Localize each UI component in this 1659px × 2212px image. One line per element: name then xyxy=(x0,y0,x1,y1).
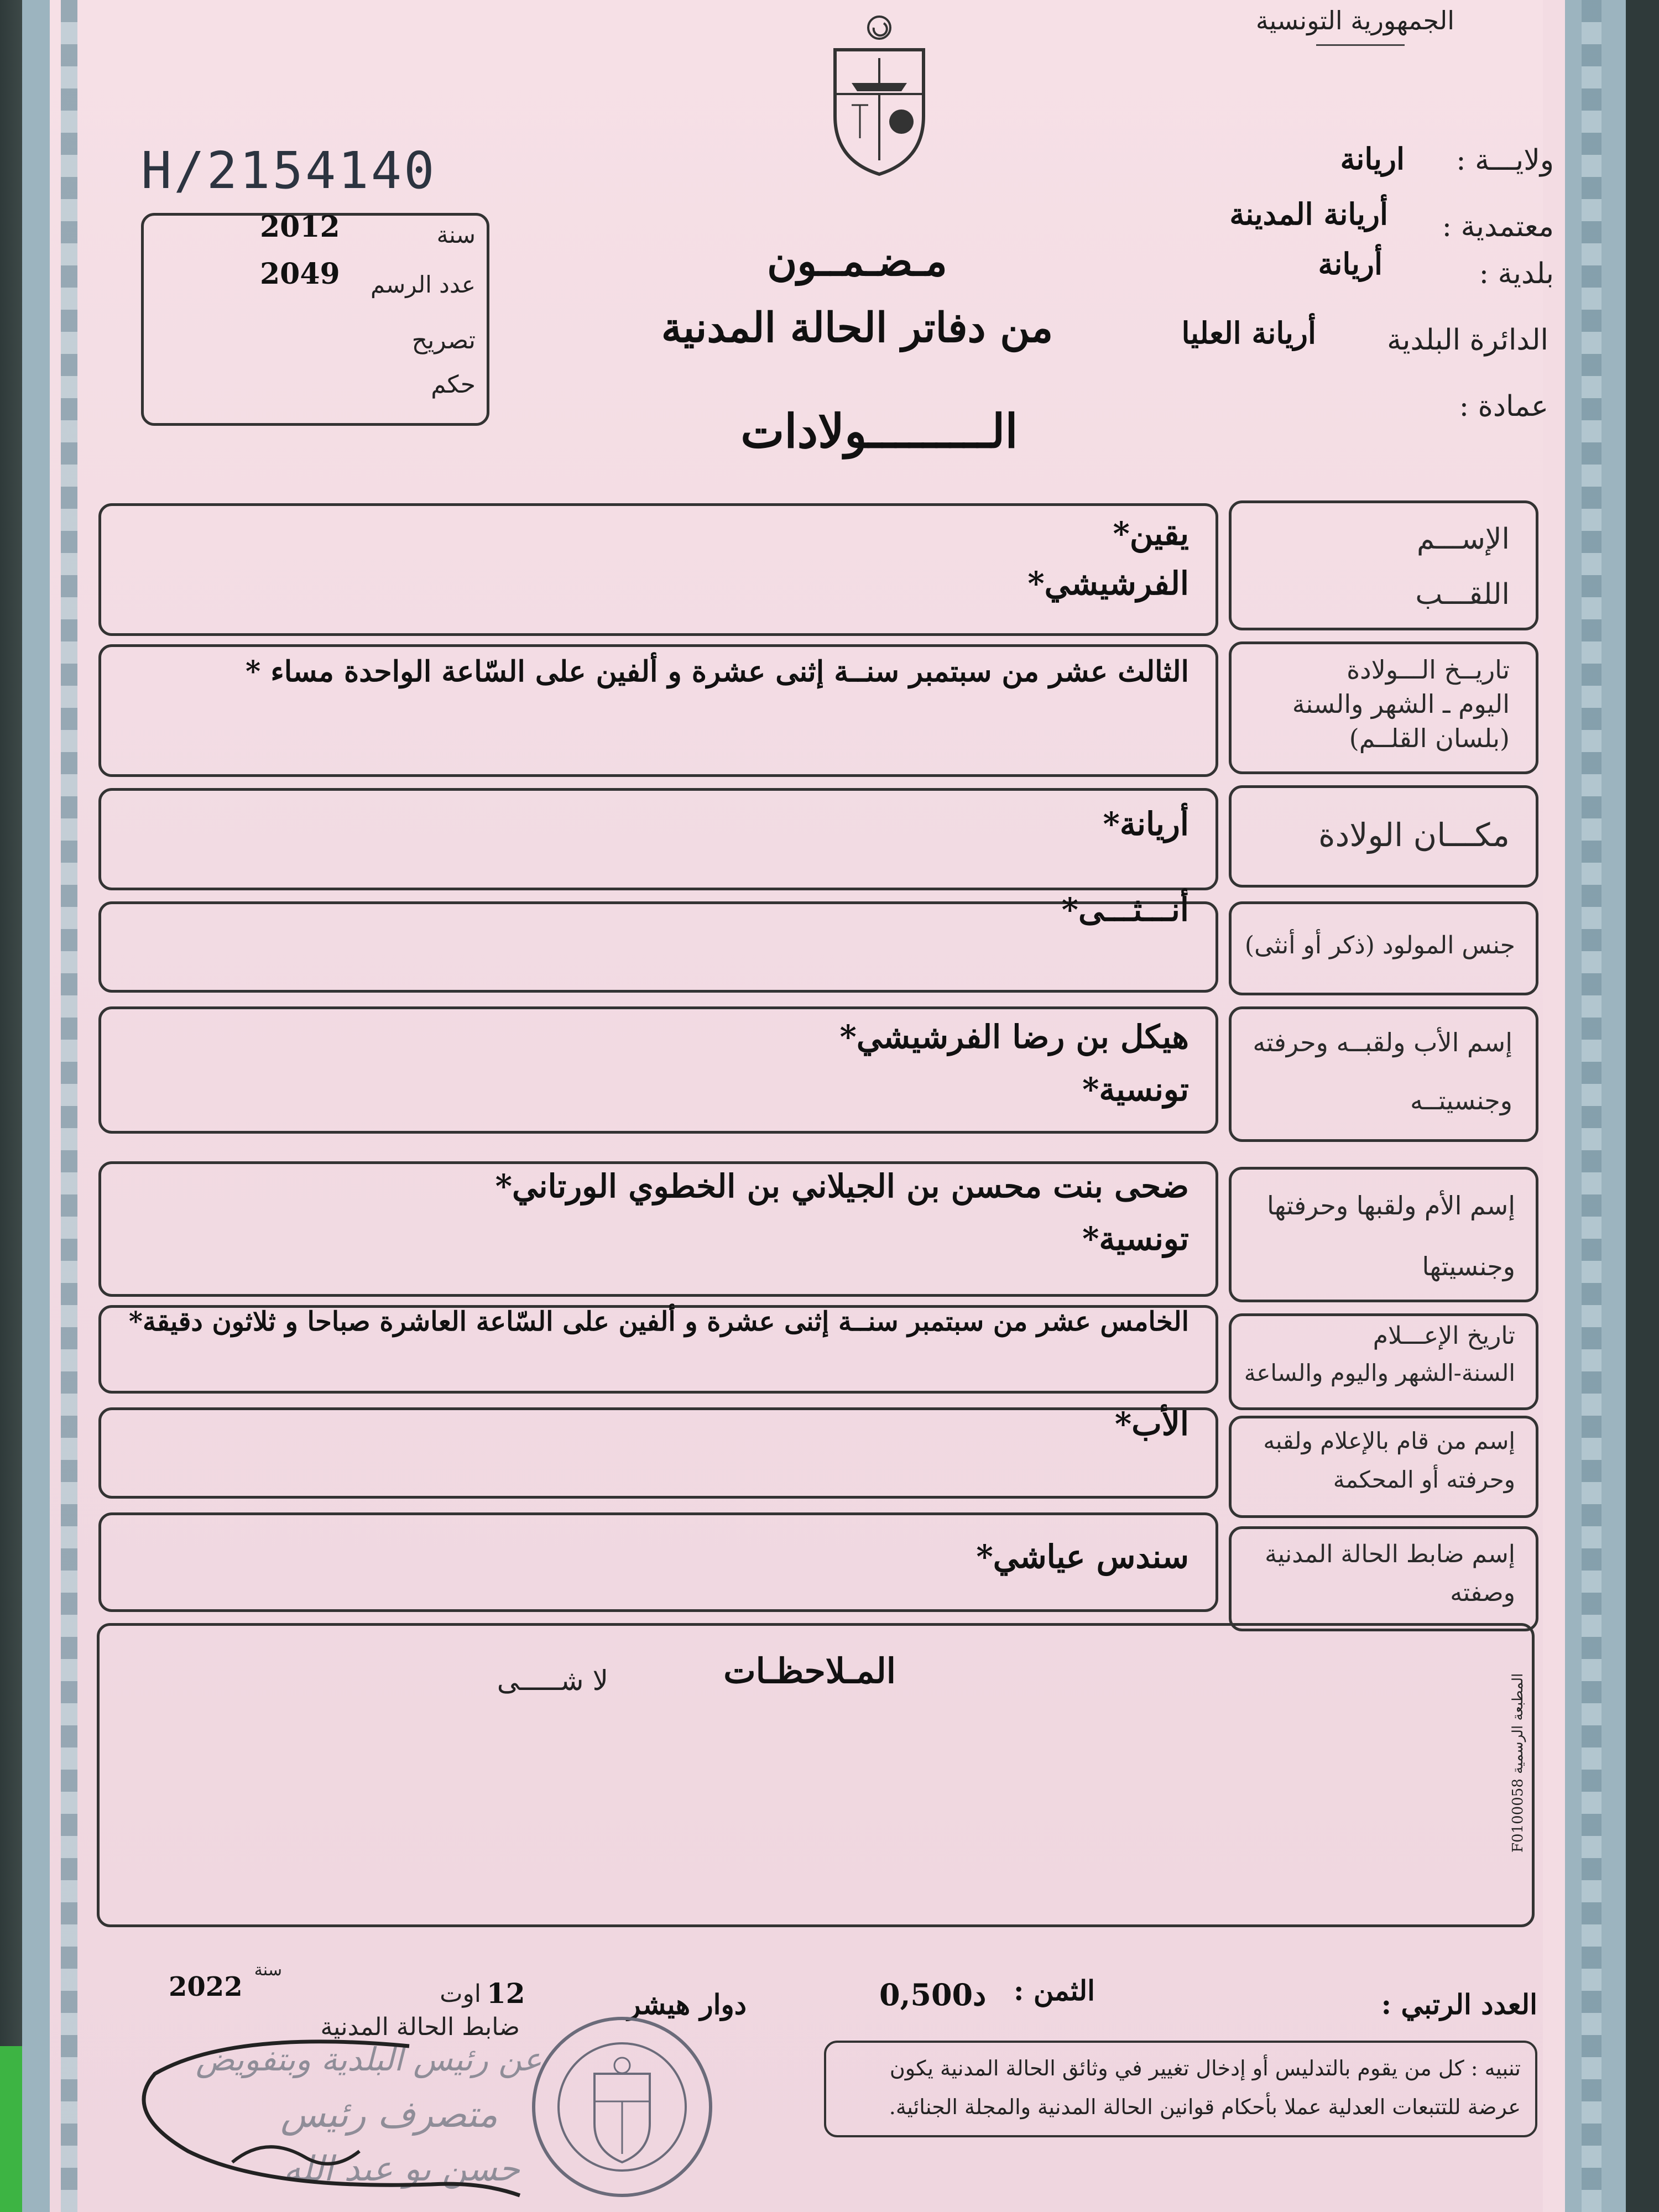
delegation-label: معتمدية : xyxy=(1442,210,1554,243)
value-declaration-date: الخامس عشر من سبتمبر سنــة إثنى عشرة و ألفين على السّاعة العاشرة صباحا و ثلاثون دقيقة* xyxy=(128,1306,1189,1337)
district-label: الدائرة البلدية xyxy=(1387,324,1548,357)
municipality-label: بلدية : xyxy=(1479,257,1554,290)
record-declaration-label: تصريح xyxy=(411,326,476,354)
municipality-value: أريانة xyxy=(1318,246,1383,281)
record-judgment-label: حكم xyxy=(431,371,476,399)
label-first-name: الإســـم xyxy=(1417,523,1510,556)
signature-line1: عن رئيس البلدية وبتفويض xyxy=(196,2041,542,2078)
wilaya-value: اريانة xyxy=(1340,141,1405,176)
label-birth-place: مكـــان الولادة xyxy=(1318,816,1510,854)
footer-officer-title: ضابط الحالة المدنية xyxy=(320,2013,520,2041)
label-officer: إسم ضابط الحالة المدنية xyxy=(1265,1540,1515,1568)
section-title: الـــــــــولادات xyxy=(740,404,1018,458)
notes-value: لا شـــــى xyxy=(497,1665,608,1697)
value-mother: ضحى بنت محسن بن الجيلاني بن الخطوي الورتاني* xyxy=(495,1167,1189,1205)
value-father: هيكل بن رضا الفرشيشي* xyxy=(839,1018,1189,1056)
printer-code: المطبعة الرسمية F0100058 xyxy=(1510,1673,1526,1853)
wilaya-label: ولايـــة : xyxy=(1456,144,1554,177)
left-guilloche-border xyxy=(61,0,77,2212)
delegation-value: أريانة المدينة xyxy=(1229,196,1388,232)
value-birth-place: أريانة* xyxy=(1103,805,1189,843)
value-surname: الفرشيشي* xyxy=(1027,565,1189,602)
label-officer-title: وصفته xyxy=(1450,1579,1515,1607)
title-line2: من دفاتر الحالة المدنية xyxy=(661,304,1053,352)
record-number-label: عدد الرسم xyxy=(371,271,476,298)
footer-price-label: الثمن : xyxy=(1013,1974,1095,2007)
signature-line2: متصرف رئيس xyxy=(280,2093,498,2136)
label-mother-nationality: وجنسيتها xyxy=(1422,1251,1515,1281)
title-line1: مـضـمــون xyxy=(767,238,947,285)
label-declaration-date: تاريخ الإعـــلام xyxy=(1373,1322,1515,1350)
republic-underline xyxy=(1316,44,1405,46)
label-birth-date-detail: اليوم ـ الشهر والسنة xyxy=(1292,689,1510,719)
value-birth-date: الثالث عشر من سبتمبر سنــة إثنى عشرة و ألفين على السّاعة الواحدة مساء * xyxy=(246,655,1189,688)
label-declaration-date-detail: السنة-الشهر واليوم والساعة xyxy=(1244,1359,1515,1386)
label-birth-date-note: (بلسان القلــم) xyxy=(1349,723,1510,753)
label-father: إسم الأب ولقبــه وحرفته xyxy=(1253,1027,1512,1057)
notes-label: المـلاحظـات xyxy=(723,1651,896,1691)
footer-serial-label: العدد الرتبي : xyxy=(1381,1988,1537,2021)
signature-scribble-icon xyxy=(122,2024,553,2206)
label-birth-date: تاريــخ الـــولادة xyxy=(1347,655,1510,685)
label-declarant: إسم من قام بالإعلام ولقبه xyxy=(1263,1427,1515,1454)
label-declarant-detail: وحرفته أو المحكمة xyxy=(1333,1466,1515,1493)
footer-price-value: 0,500د xyxy=(879,1977,987,2012)
footer-date-day: 12 xyxy=(487,1977,525,2010)
serial-number: H/2154140 xyxy=(141,141,437,200)
label-father-nationality: وجنسيتــه xyxy=(1410,1086,1512,1115)
record-year-label: سنة xyxy=(436,221,476,248)
footer-date-year-label: سنة xyxy=(254,1960,282,1980)
official-stamp-icon xyxy=(528,2013,716,2201)
value-sex: أنـــثـــى* xyxy=(1061,891,1189,928)
footer-date-year: 2022 xyxy=(169,1971,243,2002)
value-declarant: الأب* xyxy=(1114,1405,1189,1443)
label-sex: جنس المولود (ذكر أو أنثى) xyxy=(1244,931,1515,959)
republic-label: الجمهورية التونسية xyxy=(1255,6,1454,35)
value-first-name: يقين* xyxy=(1113,515,1189,552)
omda-label: عمادة : xyxy=(1459,390,1548,423)
footer-date-month: اوت xyxy=(440,1980,481,2008)
tunisia-coat-of-arms-icon xyxy=(818,11,940,177)
record-year-value: 2012 xyxy=(260,210,340,244)
footer-place: دوار هيشر xyxy=(627,1988,747,2021)
label-surname: اللقـــب xyxy=(1415,578,1510,611)
value-officer: سندس عياشي* xyxy=(976,1538,1189,1575)
right-guilloche-border xyxy=(1582,0,1601,2212)
record-number-value: 2049 xyxy=(260,257,340,291)
value-mother-nationality: تونسية* xyxy=(1082,1220,1189,1258)
label-mother: إسم الأم ولقبها وحرفتها xyxy=(1266,1191,1515,1220)
signature-line3: حسن بو عبد الله xyxy=(283,2148,520,2189)
warning-text: تنبيه : كل من يقوم بالتدليس أو إدخال تغيير في وثائق الحالة المدنية يكون عرضة للتتبعات العدلية عملا بأحكام قوانين الحالة المدنية والمجلة الجنائية. xyxy=(889,2056,1521,2119)
district-value: أريانة العليا xyxy=(1181,315,1316,351)
value-father-nationality: تونسية* xyxy=(1082,1071,1189,1108)
